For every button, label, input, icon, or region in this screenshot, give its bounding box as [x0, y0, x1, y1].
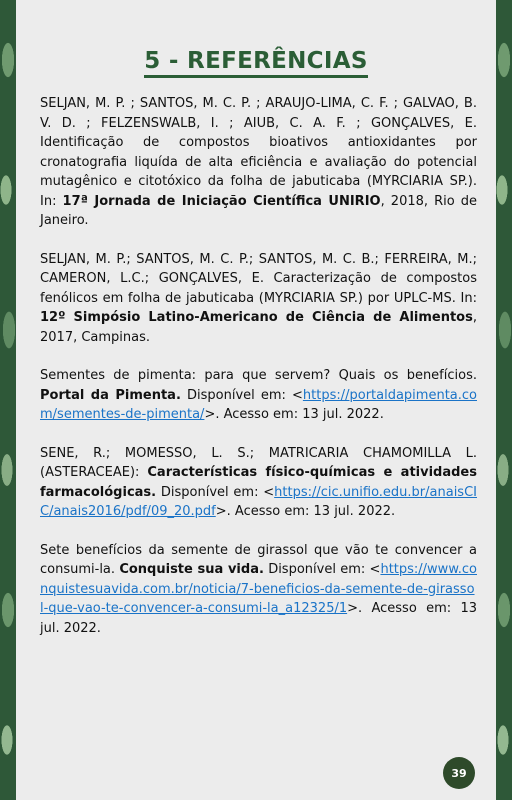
reference-link[interactable]: https://cic.unifio.edu.br/anaisCIC/anais2016/pdf/09_20.pdf — [40, 484, 477, 519]
page-number-badge: 39 — [443, 757, 475, 789]
reference-link[interactable]: https://www.conquistesuavida.com.br/noticia/7-beneficios-da-semente-de-girassol-que-vao-te-convencer-a-consumi-la_a12325/1 — [40, 562, 477, 616]
reference-link[interactable]: https://portaldapimenta.com/sementes-de-pimenta/ — [40, 387, 477, 422]
leaf-decoration-right — [496, 0, 512, 800]
references-list — [40, 94, 477, 657]
reference-item: SELJAN, M. P. ; SANTOS, M. C. P. ; ARAUJO-LIMA, C. F. ; GALVAO, B. V. D. ; FELZENSWALB, I. ; AIUB, C. A. F. ; GONÇALVES, E. Identificação de compostos bioativos antioxidantes por cronatografia liquída de alta eficiência e avaliação do potencial mutagênico e citotóxico da folha de jabuticaba (MYRCIARIA SP.). In: 17ª Jornada de Iniciação Científica UNIRIO, 2018, Rio de Janeiro. — [40, 96, 477, 228]
document-page — [16, 0, 496, 800]
reference-item: SELJAN, M. P.; SANTOS, M. C. P.; SANTOS, M. C. B.; FERREIRA, M.; CAMERON, L.C.; GONÇALVES, E. Caracterização de compostos fenólicos em folha de jabuticaba (MYRCIARIA SP.) por UPLC-MS. In: 12º Simpósio Latino-Americano de Ciência de Alimentos, 2017, Campinas. — [40, 251, 477, 345]
reference-item: SENE, R.; MOMESSO, L. S.; MATRICARIA CHAMOMILLA L. (ASTERACEAE): Características físico-químicas e atividades farmacológicas. Disponível em: <https://cic.unifio.edu.br/anaisCIC/anais2016/pdf/09_20.pdf>. Acesso em: 13 jul. 2022. — [40, 445, 477, 519]
page-title: 5 - REFERÊNCIAS — [16, 48, 496, 74]
leaf-decoration-left — [0, 0, 16, 800]
reference-item: Sementes de pimenta: para que servem? Quais os benefícios. Portal da Pimenta. Disponível em: <https://portaldapimenta.com/sementes-de-pimenta/>. Acesso em: 13 jul. 2022. — [40, 368, 477, 422]
reference-item: Sete benefícios da semente de girassol que vão te convencer a consumi-la. Conquiste sua vida. Disponível em: <https://www.conquistesuavida.com.br/noticia/7-beneficios-da-semente-de-girassol-que-vao-te-convencer-a-consumi-la_a12325/1>. Acesso em: 13 jul. 2022. — [40, 542, 477, 636]
